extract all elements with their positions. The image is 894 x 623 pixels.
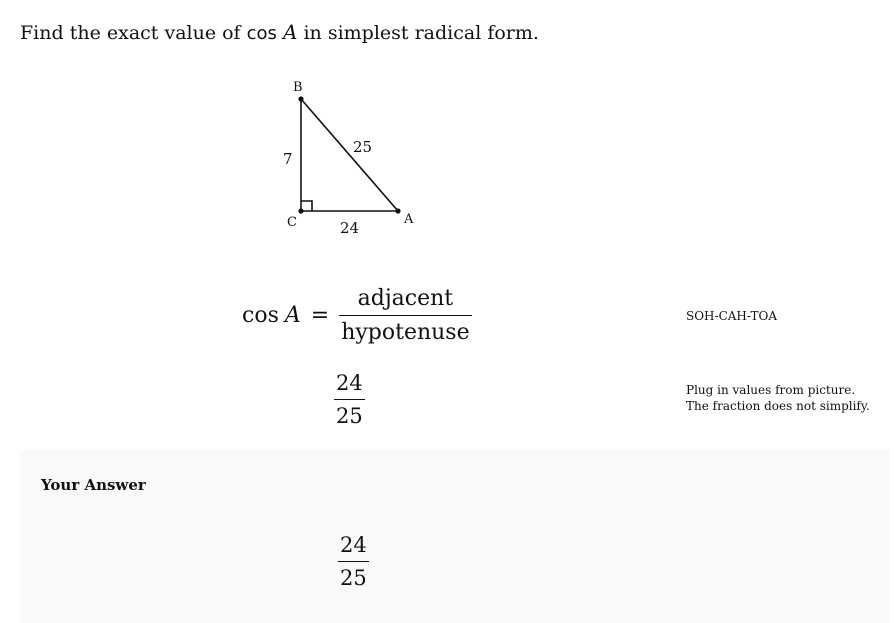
- step2-note: Plug in values from picture. The fraction does not simplify.: [686, 383, 870, 413]
- cos-definition: [242, 286, 472, 345]
- answer-numerator: 24: [340, 533, 367, 557]
- side-bc-label: 7: [283, 150, 293, 168]
- value-numerator: 24: [336, 371, 363, 395]
- ratio-fraction: [339, 286, 471, 345]
- vertex-b-dot: [298, 96, 303, 101]
- vertex-a-label: A: [404, 212, 414, 227]
- vertex-b-label: B: [293, 80, 303, 95]
- value-fraction: [334, 371, 365, 428]
- answer-fraction: [338, 533, 369, 590]
- vertex-c-dot: [298, 208, 303, 213]
- cos-var: A: [284, 303, 301, 328]
- vertex-a-dot: [395, 208, 400, 213]
- question-suffix: in simplest radical form.: [303, 22, 539, 44]
- cos-fn: cos: [242, 303, 279, 328]
- question-fn: cos: [246, 23, 277, 44]
- question-var: A: [282, 20, 298, 44]
- side-ab-label: 25: [353, 138, 373, 156]
- equals-sign: =: [310, 303, 330, 328]
- ratio-denominator: hypotenuse: [341, 320, 470, 345]
- answer-title: Your Answer: [41, 476, 146, 494]
- side-ca-label: 24: [340, 219, 360, 237]
- step1-note: SOH-CAH-TOA: [686, 309, 778, 323]
- value-denominator: 25: [336, 404, 363, 428]
- answer-panel: [20, 450, 890, 623]
- ratio-numerator: adjacent: [357, 286, 454, 311]
- vertex-c-label: C: [287, 215, 297, 230]
- side-ab-line: [301, 99, 398, 211]
- answer-denominator: 25: [340, 566, 367, 590]
- question-prefix: Find the exact value of: [20, 22, 241, 44]
